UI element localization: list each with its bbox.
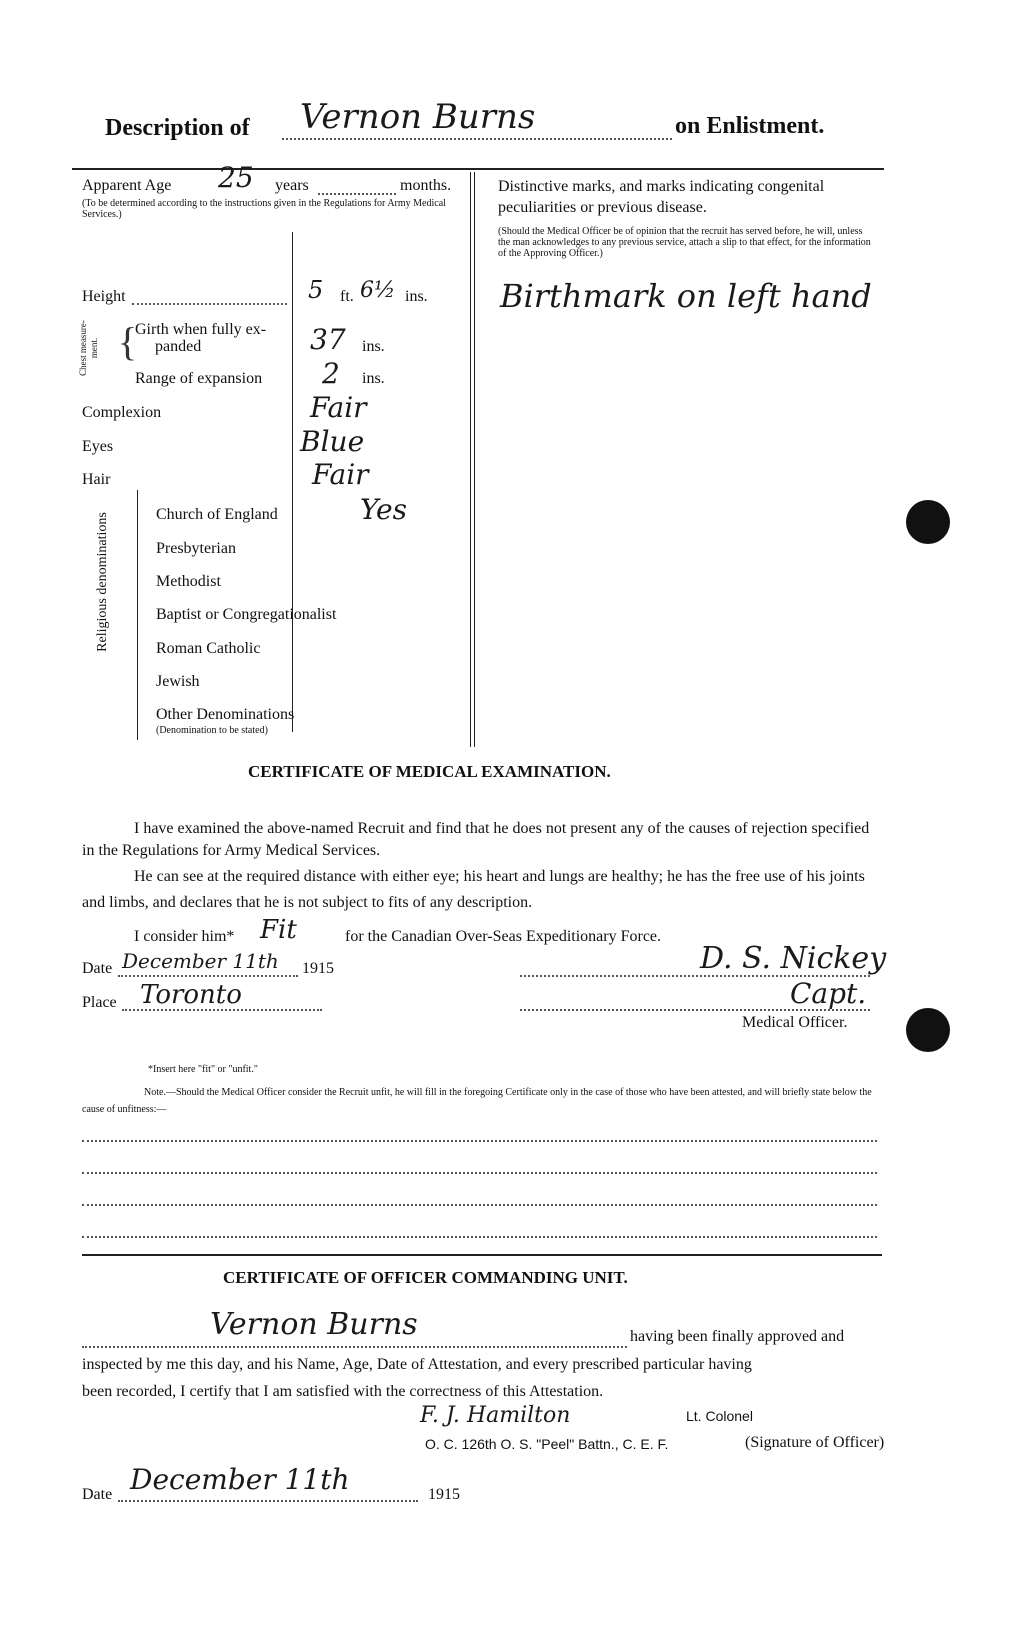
commanding-date-label: Date — [82, 1486, 113, 1503]
note: Note.—Should the Medical Officer consider the Recruit unfit, he will fill in the foregoing Certificate only in the case of those who have been attested, and will briefly state below the cause of unfitness:— — [82, 1087, 872, 1115]
column-rule — [292, 232, 293, 732]
unfitness-line — [82, 1236, 877, 1238]
age-value: 25 — [218, 161, 254, 194]
chest-label: Chest measure-ment. — [78, 320, 99, 376]
date-value: December 11th — [122, 949, 279, 973]
religion-label-item: Other Denominations — [156, 706, 295, 723]
unfitness-line — [82, 1204, 877, 1206]
signature-label: (Signature of Officer) — [745, 1434, 885, 1451]
brace: { — [118, 319, 138, 364]
unfitness-line — [82, 1172, 877, 1174]
eyes-value: Blue — [300, 425, 365, 458]
months-line — [318, 193, 396, 195]
religion-label-item: Jewish — [156, 673, 200, 690]
officer-label: Medical Officer. — [742, 1014, 848, 1031]
divider — [72, 168, 884, 170]
range-label: Range of expansion — [135, 370, 263, 387]
range-ins-label: ins. — [362, 370, 385, 387]
ft-label: ft. — [340, 288, 354, 305]
commanding-date-value: December 11th — [130, 1463, 350, 1496]
height-dots — [132, 303, 287, 305]
year: 1915 — [302, 960, 334, 977]
center-rule — [470, 172, 471, 747]
marks-label: Distinctive marks, and marks indicating congenital peculiarities or previous disease. — [498, 178, 825, 216]
divider — [82, 1254, 882, 1256]
girth-value: 37 — [310, 323, 346, 356]
complexion-label: Complexion — [82, 404, 162, 421]
commanding-t2: inspected by me this day, and his Name, Age, Date of Attestation, and every prescribed particular having — [82, 1356, 752, 1373]
commanding-rank: Lt. Colonel — [686, 1408, 753, 1424]
religion-value: Yes — [360, 493, 407, 526]
girth-ins-label: ins. — [362, 338, 385, 355]
title-suffix: on Enlistment. — [675, 113, 825, 139]
religion-label-item: Roman Catholic — [156, 640, 261, 657]
range-value: 2 — [322, 357, 340, 390]
name-line — [282, 138, 672, 140]
commanding-t3: been recorded, I certify that I am satisfied with the correctness of this Attestation. — [82, 1383, 604, 1400]
commanding-signature: F. J. Hamilton — [420, 1403, 571, 1428]
hair-label: Hair — [82, 471, 111, 488]
commanding-unit: O. C. 126th O. S. "Peel" Battn., C. E. F. — [425, 1436, 669, 1452]
height-in-value: 6½ — [360, 278, 396, 303]
girth-label-2: panded — [155, 338, 202, 355]
place-label: Place — [82, 994, 117, 1011]
medical-p2: He can see at the required distance with either eye; his heart and lungs are healthy; he has the free use of his joints and limbs, and declares that he is not subject to fits of any description. — [82, 868, 865, 911]
unfitness-line — [82, 1140, 877, 1142]
commanding-year: 1915 — [428, 1486, 460, 1503]
consider-value: Fit — [260, 915, 297, 945]
religion-label: Religious denominations — [95, 512, 110, 652]
punch-hole — [906, 1008, 950, 1052]
age-note: (To be determined according to the instructions given in the Regulations for Army Medical Services.) — [82, 198, 446, 220]
girth-label-1: Girth when fully ex- — [135, 321, 267, 338]
religion-label-item: Methodist — [156, 573, 221, 590]
commanding-name: Vernon Burns — [210, 1307, 418, 1342]
religion-label-item: Baptist or Congregationalist — [156, 606, 337, 623]
complexion-value: Fair — [310, 391, 367, 424]
commanding-title: CERTIFICATE OF OFFICER COMMANDING UNIT. — [223, 1268, 628, 1287]
religion-rule — [137, 490, 138, 740]
marks-note: (Should the Medical Officer be of opinion that the recruit has served before, he will, unless the man acknowledges to any previous service, attach a slip to that effect, for the information of the Approving Officer.) — [498, 226, 871, 259]
ins-label: ins. — [405, 288, 428, 305]
height-ft-value: 5 — [308, 276, 324, 304]
place-value: Toronto — [140, 980, 242, 1010]
months-label: months. — [400, 177, 452, 194]
date-label: Date — [82, 960, 113, 977]
medical-p1: I have examined the above-named Recruit and find that he does not present any of the causes of rejection specified in the Regulations for Army Medical Services. — [82, 820, 870, 859]
religion-label-item: Church of England — [156, 506, 278, 523]
name-dots — [82, 1346, 627, 1348]
years-label: years — [275, 177, 309, 194]
age-label: Apparent Age — [82, 177, 172, 194]
height-label: Height — [82, 288, 126, 305]
other-note: (Denomination to be stated) — [156, 725, 268, 736]
center-rule-2 — [474, 172, 475, 747]
medical-title: CERTIFICATE OF MEDICAL EXAMINATION. — [248, 762, 611, 781]
punch-hole — [906, 500, 950, 544]
force-label: for the Canadian Over-Seas Expeditionary Force. — [345, 928, 662, 945]
date-dots — [118, 975, 298, 977]
religion-label-item: Presbyterian — [156, 540, 236, 557]
commanding-t1: having been finally approved and — [630, 1328, 845, 1345]
medical-signature: D. S. Nickey — [700, 941, 887, 976]
eyes-label: Eyes — [82, 438, 114, 455]
title-prefix: Description of — [105, 115, 250, 141]
commanding-date-dots — [118, 1500, 418, 1502]
consider-label: I consider him* — [134, 928, 235, 945]
recruit-name: Vernon Burns — [300, 97, 536, 137]
medical-rank: Capt. — [790, 977, 867, 1010]
footnote: *Insert here "fit" or "unfit." — [148, 1064, 258, 1075]
marks-value: Birthmark on left hand — [500, 277, 872, 315]
hair-value: Fair — [312, 458, 369, 491]
